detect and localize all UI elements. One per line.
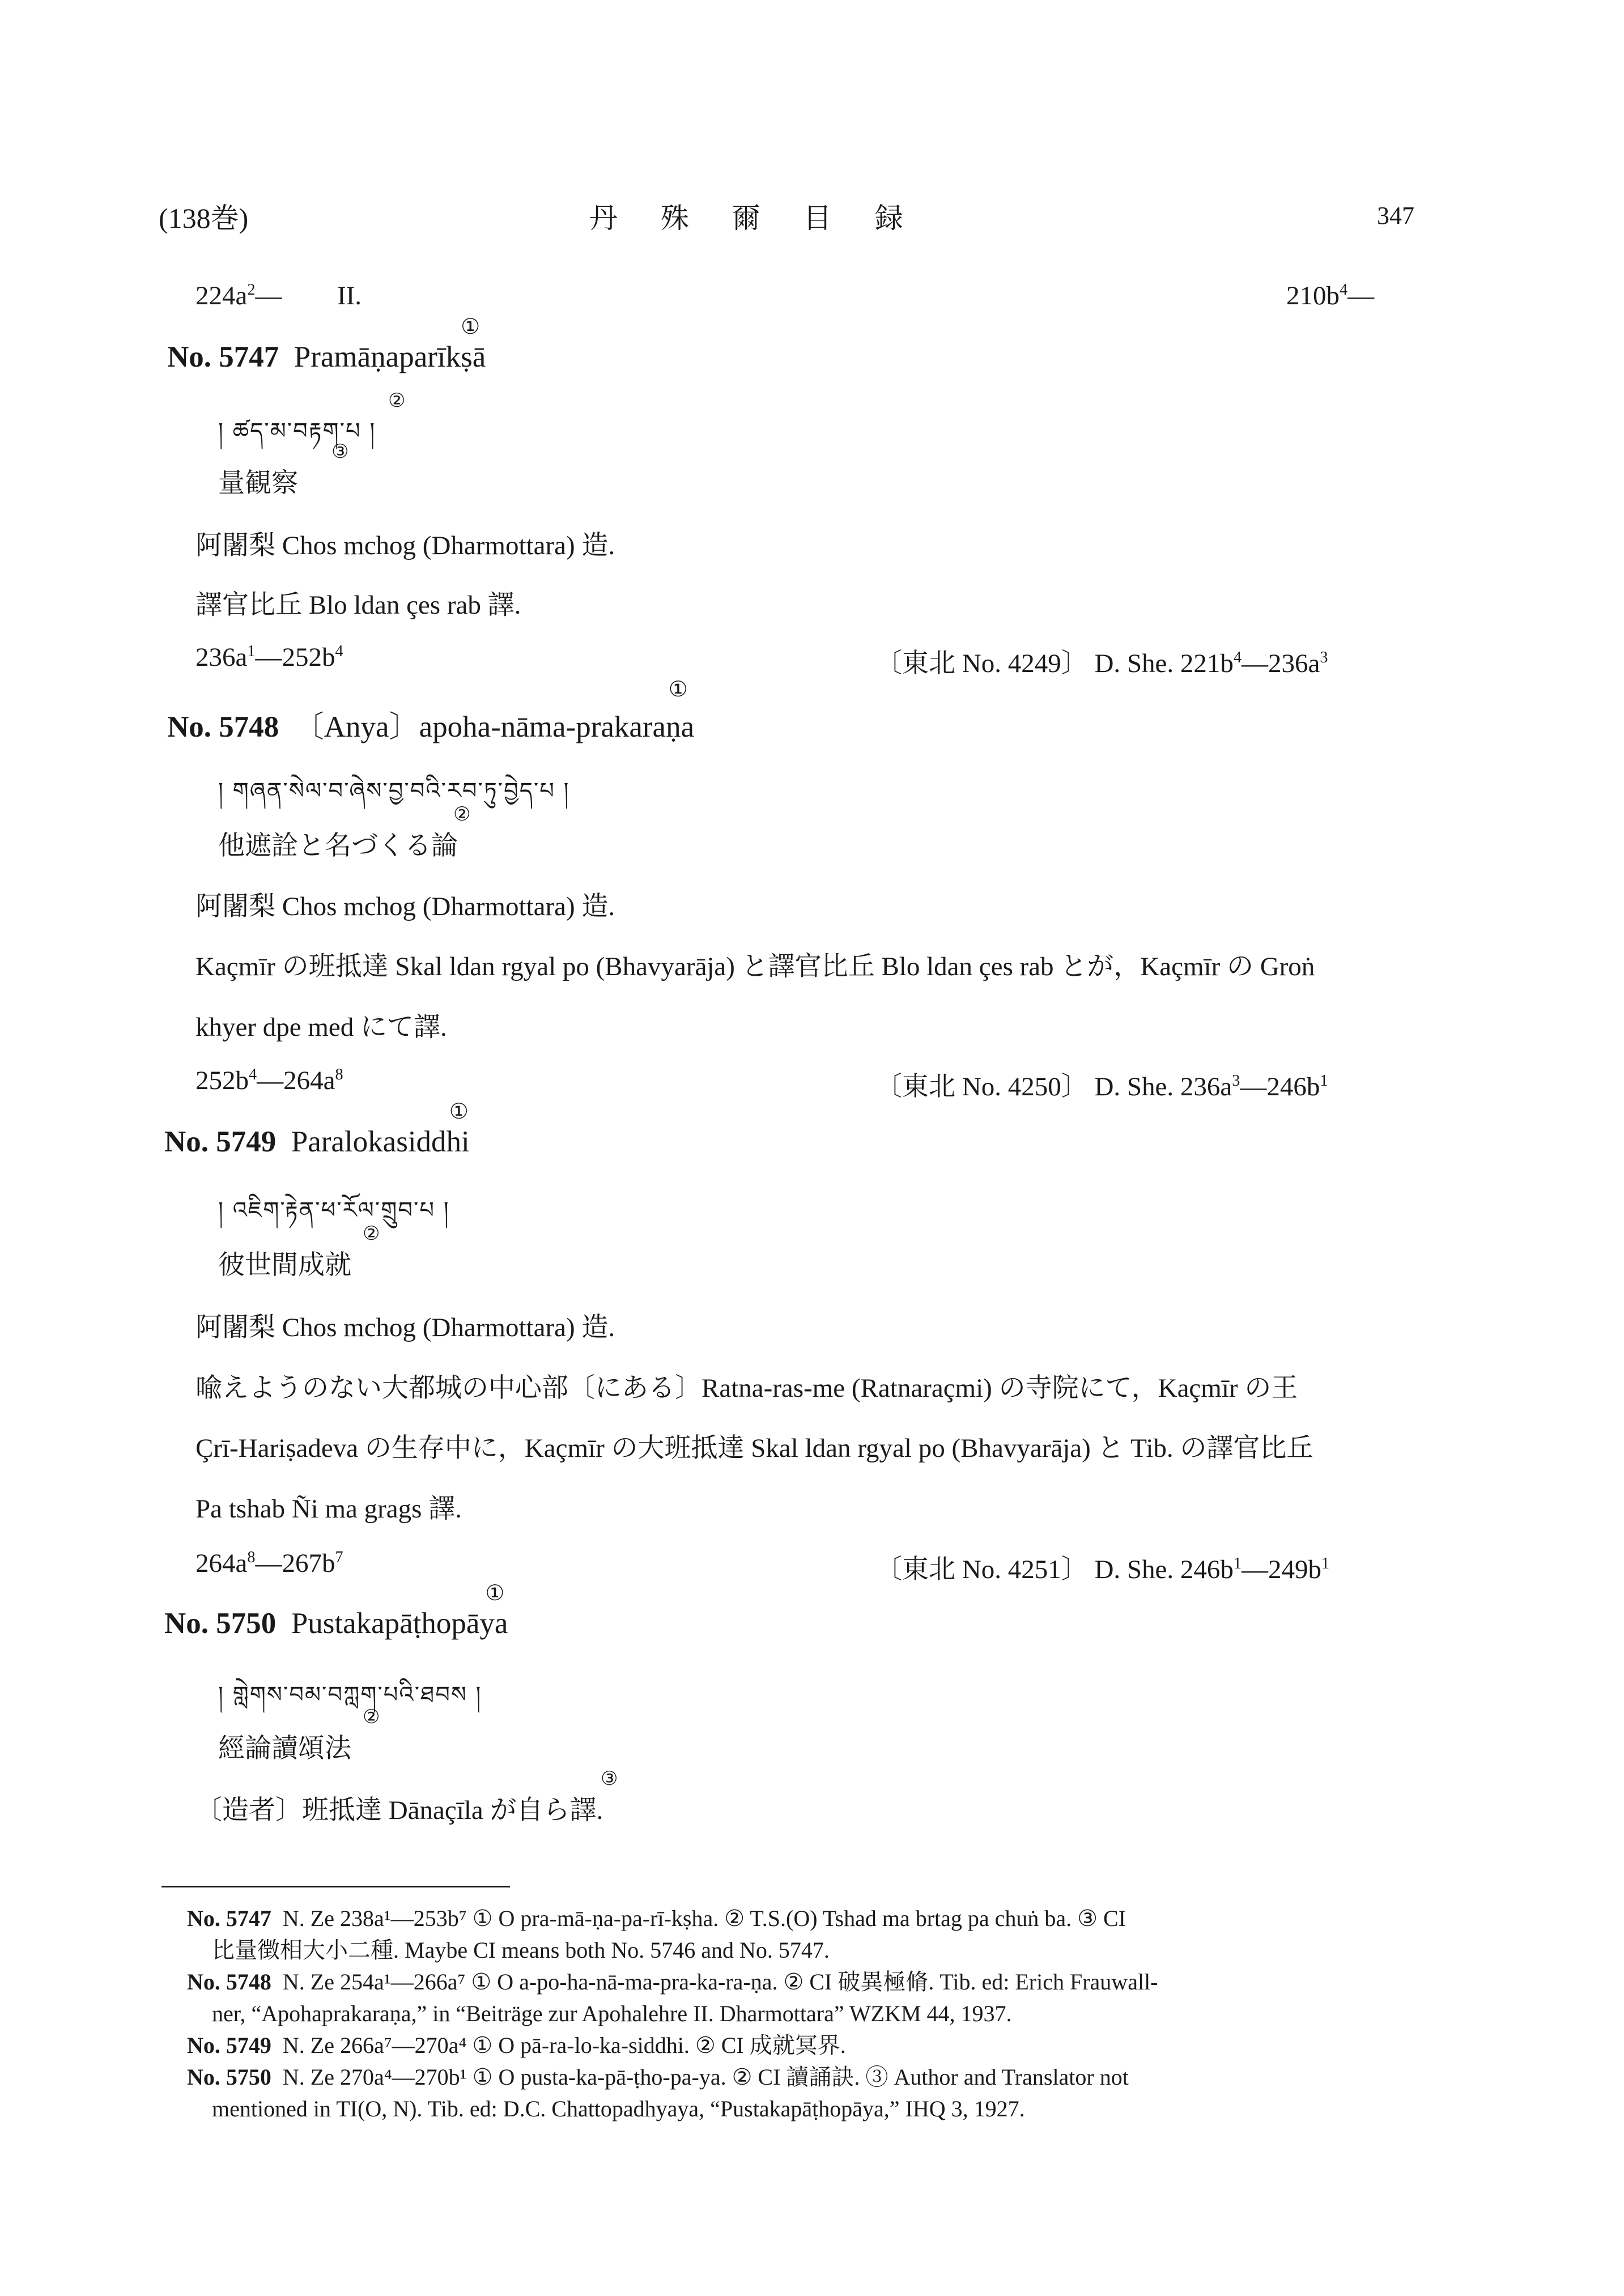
entry-title (164, 1581, 508, 1640)
chinese-title: 經論讀頌法 ② (218, 1707, 380, 1764)
entry-title (164, 1100, 470, 1159)
entry-number: No. 5747 (167, 341, 279, 373)
footnote-rule (161, 1886, 510, 1887)
footnote-5748: No. 5748 N. Ze 254a¹—266a⁷ ① O a-po-ha-nā-ma-pra-ka-ra-ṇa. ② CI 破異極脩. Tib. ed: Erich Frauwall- ner, “Apohaprakaraṇa,” in “Beiträge zur Apohalehre II. Dharmottara” WZKM 44, 1937. (187, 1969, 1158, 2026)
page-title: 丹 殊 爾 目 録 (589, 202, 903, 235)
entry-title (167, 315, 486, 374)
tibetan-title: ། འཇིག་རྟེན་ཕ་རོལ་གྲུབ་པ ། (218, 1197, 450, 1223)
author-line: 阿闍梨 Chos mchog (Dharmottara) 造. (195, 531, 615, 560)
footnote-5750: No. 5750 N. Ze 270a⁴—270b¹ ① O pusta-ka-pā-ṭho-pa-ya. ② CI 讀誦訣. ③ Author and Translator not mentioned in TI(O, N). Tib. ed: D.C. Chattopadhyaya, “Pustakapāṭhopāya,” IHQ 3, 1927. (187, 2064, 1129, 2121)
sanskrit-title: Pramāṇaparīkṣā ① (294, 315, 486, 373)
sanskrit-title: Paralokasiddhi ① (291, 1100, 470, 1158)
entry-number: No. 5750 (164, 1607, 277, 1640)
chinese-title: 他遮詮と名づくる論 ② (218, 804, 471, 861)
sanskrit-title: Pustakapāṭhopāya ① (291, 1581, 508, 1640)
translator-line: 喩えようのない大都城の中心部〔にある〕Ratna-ras-me (Ratnaraçmi) の寺院にて，Kaçmīr の王 (195, 1374, 1298, 1403)
tibetan-title: ། གཞན་སེལ་བ་ཞེས་བྱ་བའི་རབ་ཏུ་བྱེད་པ ། (218, 778, 570, 804)
note-marker: ② (363, 1223, 380, 1244)
tibetan-title: ། ཚད་མ་བརྟག་པ ། ② (218, 390, 407, 444)
footnote-5747: No. 5747 N. Ze 238a¹—253b⁷ ① O pra-mā-ṇa-pa-rī-kṣha. ② T.S.(O) Tshad ma brtag pa chuṅ ba. ③ CI 比量徴相大小二種. Maybe CI means both No. 5746 and No. 5747. (187, 1906, 1126, 1963)
chinese-title: 彼世間成就 ② (218, 1223, 380, 1281)
author-line: 〔造者〕班抵達 Dānaçīla が自ら譯. ③ (195, 1768, 618, 1825)
volume-label: (138巻) (159, 202, 249, 234)
translator-line-cont: Çrī-Hariṣadeva の生存中に，Kaçmīr の大班抵達 Skal ldan rgyal po (Bhavyarāja) と Tib. の譯官比丘 (195, 1434, 1313, 1463)
translator-line: 譯官比丘 Blo ldan çes rab 譯. (195, 590, 521, 620)
folio-range: $236a^1—252b^4$ (195, 643, 343, 672)
note-marker: ② (363, 1707, 380, 1728)
entry-number: No. 5749 (164, 1125, 277, 1158)
sanskrit-title: 〔Anya〕apoha-nāma-prakaraṇa ① (294, 678, 695, 743)
folio-range: $264a^8—267b^7$ (195, 1549, 343, 1578)
note-marker: ② (388, 390, 407, 411)
tibetan-title: ། གླེགས་བམ་བཀླག་པའི་ཐབས ། (218, 1682, 482, 1708)
note-marker: ③ (331, 441, 349, 462)
page-number: 347 (1377, 202, 1414, 229)
tohoku-ref: 〔東北 No. 4251〕 D. She. $246b^1—249b^1$ (875, 1555, 1330, 1584)
author-line: 阿闍梨 Chos mchog (Dharmottara) 造. (195, 892, 615, 921)
footnote-5749: No. 5749 N. Ze 266a⁷—270a⁴ ① O pā-ra-lo-ka-siddhi. ② CI 成就冥界. (187, 2033, 846, 2058)
section-label: II. (337, 281, 362, 311)
translator-line-cont: Pa tshab Ñi ma grags 譯. (195, 1494, 462, 1524)
translator-line: Kaçmīr の班抵達 Skal ldan rgyal po (Bhavyarāja) と譯官比丘 Blo ldan çes rab とが，Kaçmīr の Groṅ (195, 952, 1315, 981)
note-marker: ③ (601, 1768, 618, 1789)
tohoku-ref: 〔東北 No. 4250〕 D. She. $236a^3—246b^1$ (875, 1072, 1328, 1102)
entry-number: No. 5748 (167, 711, 279, 743)
author-line: 阿闍梨 Chos mchog (Dharmottara) 造. (195, 1313, 615, 1342)
note-marker: ② (453, 804, 471, 825)
top-left-ref: $224a^2—$ (195, 281, 282, 311)
translator-line-cont: khyer dpe med にて譯. (195, 1013, 447, 1042)
tohoku-ref: 〔東北 No. 4249〕 D. She. $221b^4—236a^3$ (875, 649, 1328, 678)
top-right-ref: $210b^4—$ (1286, 281, 1375, 311)
chinese-title: 量観察 ③ (218, 441, 349, 499)
entry-title (167, 678, 695, 746)
folio-range: $252b^4—264a^8$ (195, 1066, 343, 1095)
